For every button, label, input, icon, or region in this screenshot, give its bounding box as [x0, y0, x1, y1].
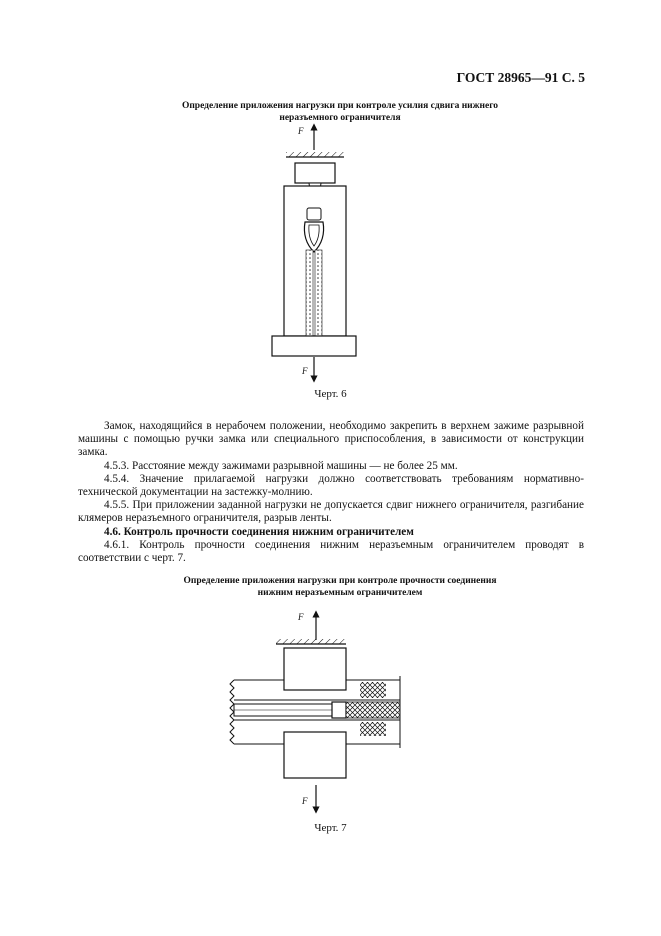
- paragraph-4-6-1: 4.6.1. Контроль прочности соединения нижним неразъемным ограничителем проводят в соответствии с черт. 7.: [78, 538, 584, 565]
- figure7-label: Черт. 7: [314, 822, 347, 834]
- bottom-clamp-fig7: [284, 732, 346, 778]
- paragraph-4-5-4: 4.5.4. Значение прилагаемой нагрузки должно соответствовать требованиям нормативно-технической документации на застежку-молнию.: [78, 472, 584, 499]
- page-header: ГОСТ 28965—91 С. 5: [456, 70, 585, 85]
- paragraph-lock: Замок, находящийся в нерабочем положении, необходимо закрепить в верхнем зажиме разрывной машины с помощью ручки замка или специального приспособления, в зависимости от конструкции замка.: [78, 420, 584, 459]
- paragraph-4-5-5: 4.5.5. При приложении заданной нагрузки не допускается сдвиг нижнего ограничителя, разгибание клямеров неразъемного ограничителя, разрыв ленты.: [78, 499, 584, 525]
- section-heading-4-6: 4.6. Контроль прочности соединения нижним ограничителем: [104, 525, 414, 538]
- top-clamp-fig7: [284, 648, 346, 690]
- force-label-bottom-fig6: F: [302, 366, 308, 376]
- force-label-top-fig7: F: [298, 612, 304, 622]
- figure6-caption-line1: Определение приложения нагрузки при контроле усилия сдвига нижнего: [181, 101, 499, 111]
- force-label-top-fig6: F: [298, 126, 304, 136]
- paragraph-4-5-3: 4.5.3. Расстояние между зажимами разрывной машины — не более 25 мм.: [104, 459, 458, 472]
- figure7-caption-line2: нижним неразъемным ограничителем: [257, 587, 423, 598]
- force-label-bottom-fig7: F: [302, 796, 308, 806]
- figure6-label: Черт. 6: [314, 388, 347, 400]
- bottom-stop-fig7: [332, 702, 346, 718]
- figure6-caption-line2: неразъемного ограничителя: [279, 112, 401, 123]
- figure7-caption-line1: Определение приложения нагрузки при контроле прочности соединения: [183, 576, 497, 586]
